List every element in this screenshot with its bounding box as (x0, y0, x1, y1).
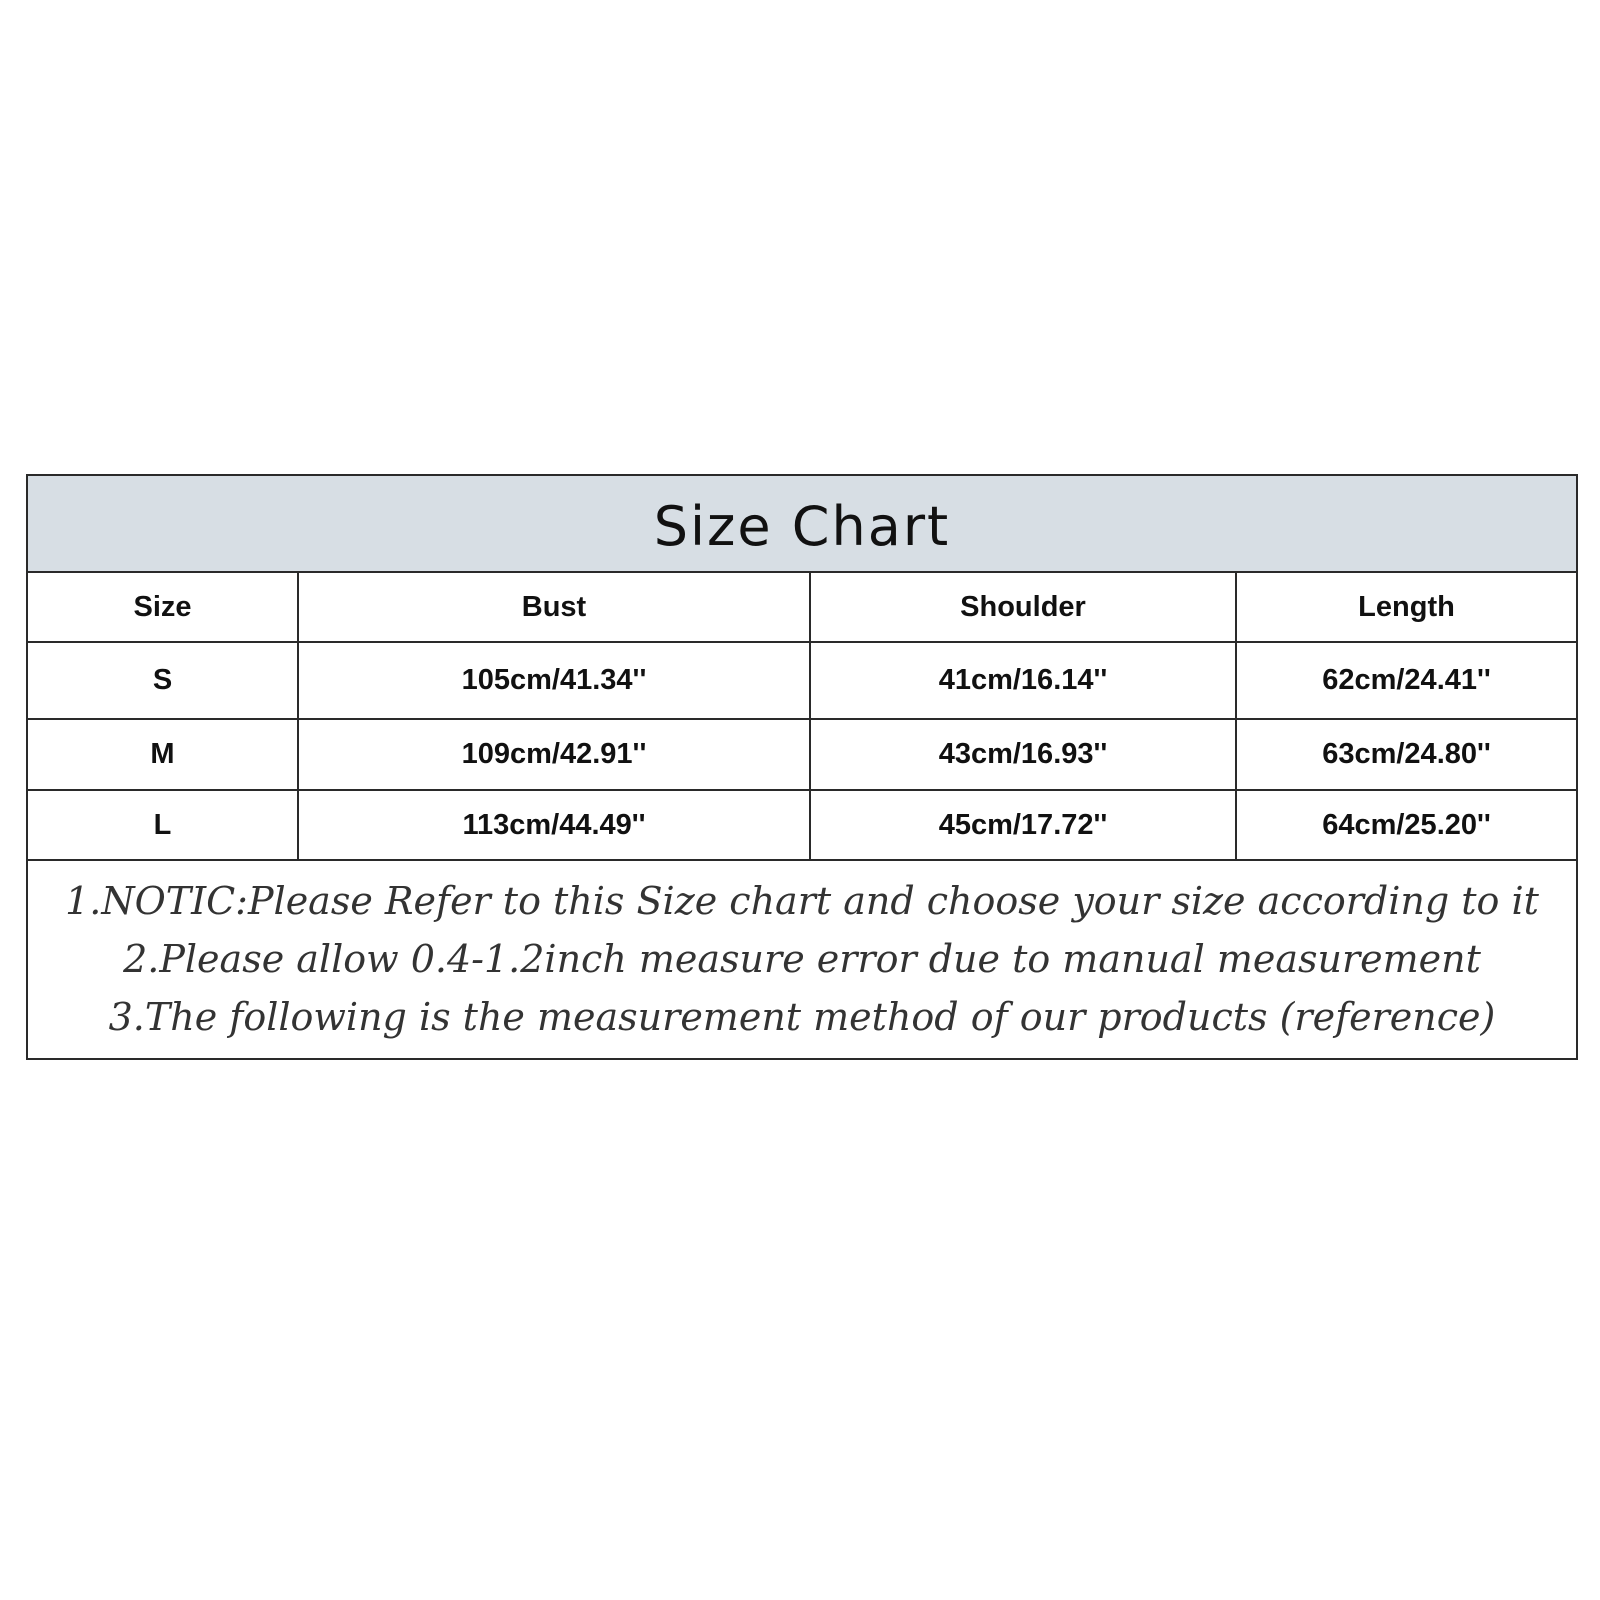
cell-bust: 109cm/42.91'' (298, 719, 810, 790)
cell-length: 62cm/24.41'' (1236, 642, 1576, 719)
cell-length: 63cm/24.80'' (1236, 719, 1576, 790)
cell-length: 64cm/25.20'' (1236, 790, 1576, 860)
header-bust: Bust (298, 573, 810, 642)
table-row (28, 790, 1576, 860)
cell-size: L (28, 790, 298, 860)
size-chart-title-bar (28, 476, 1576, 573)
size-chart (26, 474, 1578, 1060)
note-line-1: 1.NOTIC:Please Refer to this Size chart and choose your size according to it (65, 879, 1539, 923)
table-row (28, 719, 1576, 790)
cell-shoulder: 41cm/16.14'' (810, 642, 1236, 719)
cell-shoulder: 43cm/16.93'' (810, 719, 1236, 790)
header-shoulder: Shoulder (810, 573, 1236, 642)
cell-shoulder: 45cm/17.72'' (810, 790, 1236, 860)
header-length: Length (1236, 573, 1576, 642)
table-row (28, 642, 1576, 719)
size-chart-title: Size Chart (653, 494, 951, 558)
table-header-row (28, 573, 1576, 642)
size-table (28, 573, 1576, 861)
size-notes (28, 860, 1576, 1058)
cell-size: S (28, 642, 298, 719)
note-line-2: 2.Please allow 0.4-1.2inch measure error due to manual measurement (123, 937, 1481, 981)
cell-bust: 113cm/44.49'' (298, 790, 810, 860)
cell-bust: 105cm/41.34'' (298, 642, 810, 719)
cell-size: M (28, 719, 298, 790)
header-size: Size (28, 573, 298, 642)
note-line-3: 3.The following is the measurement method of our products (reference) (108, 995, 1496, 1039)
